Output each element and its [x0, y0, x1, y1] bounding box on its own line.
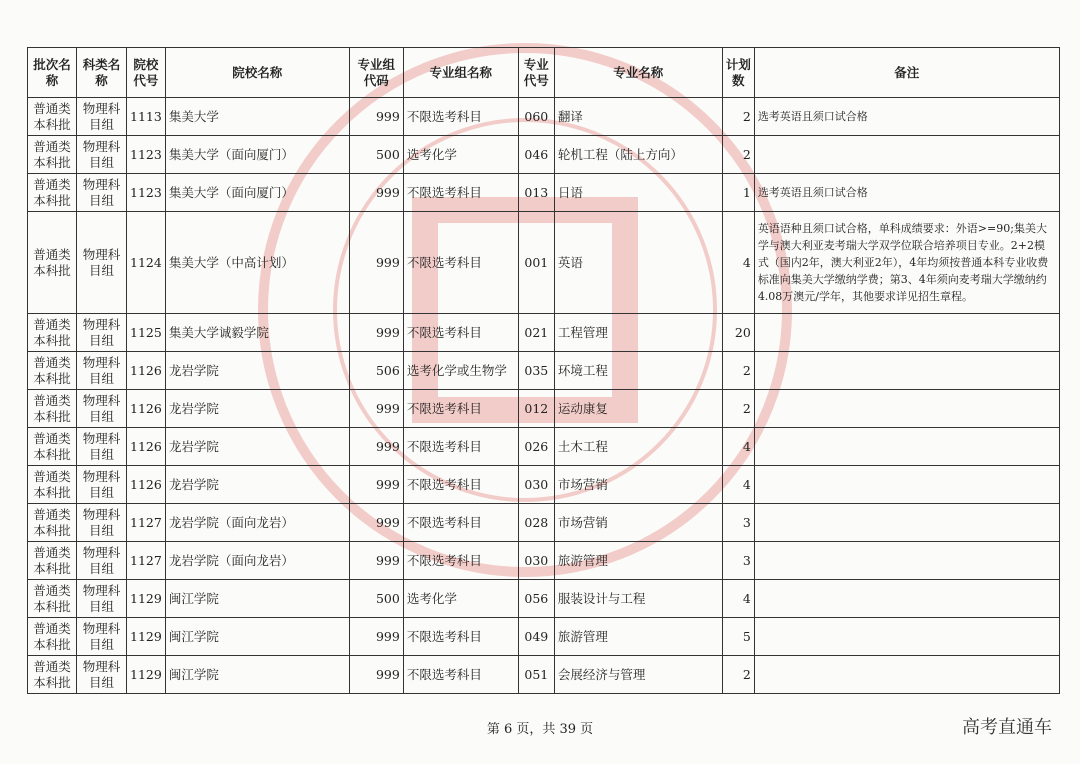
- table-row: [28, 136, 1060, 174]
- school-name-cell: 集美大学诚毅学院: [165, 314, 349, 352]
- remark-cell: [754, 656, 1059, 694]
- category-cell: 物理科目组: [77, 352, 127, 390]
- header-cell: 专业组代码: [349, 48, 403, 98]
- remark-cell: [754, 314, 1059, 352]
- plan-count-cell: 1: [722, 174, 754, 212]
- school-code-cell: 1123: [127, 174, 166, 212]
- remark-cell: [754, 136, 1059, 174]
- major-name-cell: 服装设计与工程: [554, 580, 722, 618]
- table-row: [28, 428, 1060, 466]
- header-cell: 计划数: [722, 48, 754, 98]
- major-name-cell: 运动康复: [554, 390, 722, 428]
- plan-count-cell: 20: [722, 314, 754, 352]
- major-code-cell: 060: [518, 98, 554, 136]
- remark-cell: [754, 352, 1059, 390]
- group-code-cell: 500: [349, 136, 403, 174]
- major-name-cell: 轮机工程（陆上方向）: [554, 136, 722, 174]
- batch-cell: 普通类本科批: [28, 542, 77, 580]
- group-name-cell: 不限选考科目: [403, 174, 518, 212]
- plan-count-cell: 4: [722, 466, 754, 504]
- school-name-cell: 集美大学（面向厦门）: [165, 174, 349, 212]
- school-code-cell: 1124: [127, 212, 166, 314]
- group-code-cell: 999: [349, 656, 403, 694]
- header-cell: 备注: [754, 48, 1059, 98]
- plan-count-cell: 2: [722, 136, 754, 174]
- category-cell: 物理科目组: [77, 542, 127, 580]
- major-name-cell: 土木工程: [554, 428, 722, 466]
- remark-cell: [754, 504, 1059, 542]
- table-row: [28, 656, 1060, 694]
- category-cell: 物理科目组: [77, 136, 127, 174]
- major-code-cell: 028: [518, 504, 554, 542]
- admission-plan-table: [27, 47, 1060, 694]
- group-code-cell: 999: [349, 390, 403, 428]
- school-code-cell: 1126: [127, 466, 166, 504]
- group-code-cell: 999: [349, 174, 403, 212]
- batch-cell: 普通类本科批: [28, 580, 77, 618]
- school-code-cell: 1125: [127, 314, 166, 352]
- batch-cell: 普通类本科批: [28, 352, 77, 390]
- school-code-cell: 1126: [127, 390, 166, 428]
- school-name-cell: 龙岩学院（面向龙岩）: [165, 542, 349, 580]
- batch-cell: 普通类本科批: [28, 390, 77, 428]
- major-name-cell: 会展经济与管理: [554, 656, 722, 694]
- group-code-cell: 999: [349, 212, 403, 314]
- school-code-cell: 1113: [127, 98, 166, 136]
- header-cell: 专业组名称: [403, 48, 518, 98]
- remark-cell: [754, 542, 1059, 580]
- group-name-cell: 选考化学或生物学: [403, 352, 518, 390]
- group-code-cell: 999: [349, 542, 403, 580]
- batch-cell: 普通类本科批: [28, 656, 77, 694]
- school-code-cell: 1126: [127, 428, 166, 466]
- group-name-cell: 选考化学: [403, 580, 518, 618]
- batch-cell: 普通类本科批: [28, 136, 77, 174]
- batch-cell: 普通类本科批: [28, 504, 77, 542]
- plan-count-cell: 2: [722, 352, 754, 390]
- group-code-cell: 999: [349, 314, 403, 352]
- category-cell: 物理科目组: [77, 98, 127, 136]
- plan-count-cell: 2: [722, 656, 754, 694]
- major-code-cell: 030: [518, 466, 554, 504]
- school-name-cell: 闽江学院: [165, 580, 349, 618]
- school-name-cell: 龙岩学院（面向龙岩）: [165, 504, 349, 542]
- category-cell: 物理科目组: [77, 390, 127, 428]
- group-code-cell: 500: [349, 580, 403, 618]
- major-name-cell: 市场营销: [554, 504, 722, 542]
- table-row: [28, 212, 1060, 314]
- table-row: [28, 390, 1060, 428]
- plan-count-cell: 3: [722, 542, 754, 580]
- plan-count-cell: 4: [722, 212, 754, 314]
- major-code-cell: 026: [518, 428, 554, 466]
- table-row: [28, 504, 1060, 542]
- major-name-cell: 旅游管理: [554, 542, 722, 580]
- school-name-cell: 集美大学（面向厦门）: [165, 136, 349, 174]
- group-name-cell: 不限选考科目: [403, 390, 518, 428]
- major-code-cell: 035: [518, 352, 554, 390]
- group-code-cell: 999: [349, 618, 403, 656]
- batch-cell: 普通类本科批: [28, 618, 77, 656]
- group-name-cell: 选考化学: [403, 136, 518, 174]
- batch-cell: 普通类本科批: [28, 174, 77, 212]
- school-code-cell: 1127: [127, 542, 166, 580]
- major-code-cell: 013: [518, 174, 554, 212]
- remark-cell: 英语语种且须口试合格，单科成绩要求：外语>=90;集美大学与澳大利亚麦考瑞大学双学位联合培养项目专业。2+2模式（国内2年，澳大利亚2年），4年均须按普通本科专业收费标准向集美大学缴纳学费；第3、4年须向麦考瑞大学缴纳约4.08万澳元/学年，其他要求详见招生章程。: [754, 212, 1059, 314]
- school-code-cell: 1123: [127, 136, 166, 174]
- batch-cell: 普通类本科批: [28, 98, 77, 136]
- school-code-cell: 1126: [127, 352, 166, 390]
- group-name-cell: 不限选考科目: [403, 618, 518, 656]
- group-name-cell: 不限选考科目: [403, 212, 518, 314]
- category-cell: 物理科目组: [77, 174, 127, 212]
- remark-cell: [754, 618, 1059, 656]
- header-cell: 专业代号: [518, 48, 554, 98]
- major-code-cell: 012: [518, 390, 554, 428]
- major-code-cell: 046: [518, 136, 554, 174]
- group-code-cell: 999: [349, 98, 403, 136]
- major-name-cell: 市场营销: [554, 466, 722, 504]
- plan-count-cell: 4: [722, 428, 754, 466]
- school-name-cell: 龙岩学院: [165, 352, 349, 390]
- category-cell: 物理科目组: [77, 580, 127, 618]
- major-code-cell: 001: [518, 212, 554, 314]
- school-code-cell: 1129: [127, 656, 166, 694]
- category-cell: 物理科目组: [77, 314, 127, 352]
- plan-count-cell: 2: [722, 98, 754, 136]
- major-name-cell: 翻译: [554, 98, 722, 136]
- category-cell: 物理科目组: [77, 466, 127, 504]
- school-code-cell: 1129: [127, 580, 166, 618]
- school-code-cell: 1129: [127, 618, 166, 656]
- remark-cell: [754, 428, 1059, 466]
- plan-count-cell: 5: [722, 618, 754, 656]
- table-row: [28, 98, 1060, 136]
- school-name-cell: 集美大学: [165, 98, 349, 136]
- major-code-cell: 030: [518, 542, 554, 580]
- group-name-cell: 不限选考科目: [403, 466, 518, 504]
- group-name-cell: 不限选考科目: [403, 656, 518, 694]
- major-name-cell: 环境工程: [554, 352, 722, 390]
- table-row: [28, 314, 1060, 352]
- plan-count-cell: 4: [722, 580, 754, 618]
- major-name-cell: 旅游管理: [554, 618, 722, 656]
- batch-cell: 普通类本科批: [28, 212, 77, 314]
- major-name-cell: 日语: [554, 174, 722, 212]
- table-row: [28, 466, 1060, 504]
- table-row: [28, 352, 1060, 390]
- remark-cell: 选考英语且须口试合格: [754, 174, 1059, 212]
- plan-count-cell: 3: [722, 504, 754, 542]
- category-cell: 物理科目组: [77, 656, 127, 694]
- school-name-cell: 龙岩学院: [165, 390, 349, 428]
- school-name-cell: 闽江学院: [165, 656, 349, 694]
- group-name-cell: 不限选考科目: [403, 542, 518, 580]
- table-header-row: [28, 48, 1060, 98]
- group-code-cell: 999: [349, 504, 403, 542]
- batch-cell: 普通类本科批: [28, 428, 77, 466]
- remark-cell: 选考英语且须口试合格: [754, 98, 1059, 136]
- group-name-cell: 不限选考科目: [403, 98, 518, 136]
- batch-cell: 普通类本科批: [28, 314, 77, 352]
- table-row: [28, 174, 1060, 212]
- plan-count-cell: 2: [722, 390, 754, 428]
- group-name-cell: 不限选考科目: [403, 314, 518, 352]
- table-row: [28, 580, 1060, 618]
- table-row: [28, 618, 1060, 656]
- header-cell: 专业名称: [554, 48, 722, 98]
- header-cell: 科类名称: [77, 48, 127, 98]
- remark-cell: [754, 580, 1059, 618]
- school-name-cell: 闽江学院: [165, 618, 349, 656]
- table-row: [28, 542, 1060, 580]
- group-code-cell: 506: [349, 352, 403, 390]
- major-code-cell: 051: [518, 656, 554, 694]
- group-code-cell: 999: [349, 466, 403, 504]
- batch-cell: 普通类本科批: [28, 466, 77, 504]
- remark-cell: [754, 466, 1059, 504]
- school-name-cell: 龙岩学院: [165, 466, 349, 504]
- page-footer: 第 6 页，共 39 页: [486, 722, 594, 737]
- group-name-cell: 不限选考科目: [403, 504, 518, 542]
- category-cell: 物理科目组: [77, 504, 127, 542]
- major-name-cell: 英语: [554, 212, 722, 314]
- header-cell: 院校名称: [165, 48, 349, 98]
- header-cell: 批次名称: [28, 48, 77, 98]
- major-code-cell: 056: [518, 580, 554, 618]
- remark-cell: [754, 390, 1059, 428]
- school-code-cell: 1127: [127, 504, 166, 542]
- school-name-cell: 龙岩学院: [165, 428, 349, 466]
- major-name-cell: 工程管理: [554, 314, 722, 352]
- category-cell: 物理科目组: [77, 212, 127, 314]
- school-name-cell: 集美大学（中高计划）: [165, 212, 349, 314]
- group-code-cell: 999: [349, 428, 403, 466]
- category-cell: 物理科目组: [77, 618, 127, 656]
- major-code-cell: 021: [518, 314, 554, 352]
- group-name-cell: 不限选考科目: [403, 428, 518, 466]
- header-cell: 院校代号: [127, 48, 166, 98]
- major-code-cell: 049: [518, 618, 554, 656]
- watermark-text: 高考直通车: [962, 717, 1052, 738]
- category-cell: 物理科目组: [77, 428, 127, 466]
